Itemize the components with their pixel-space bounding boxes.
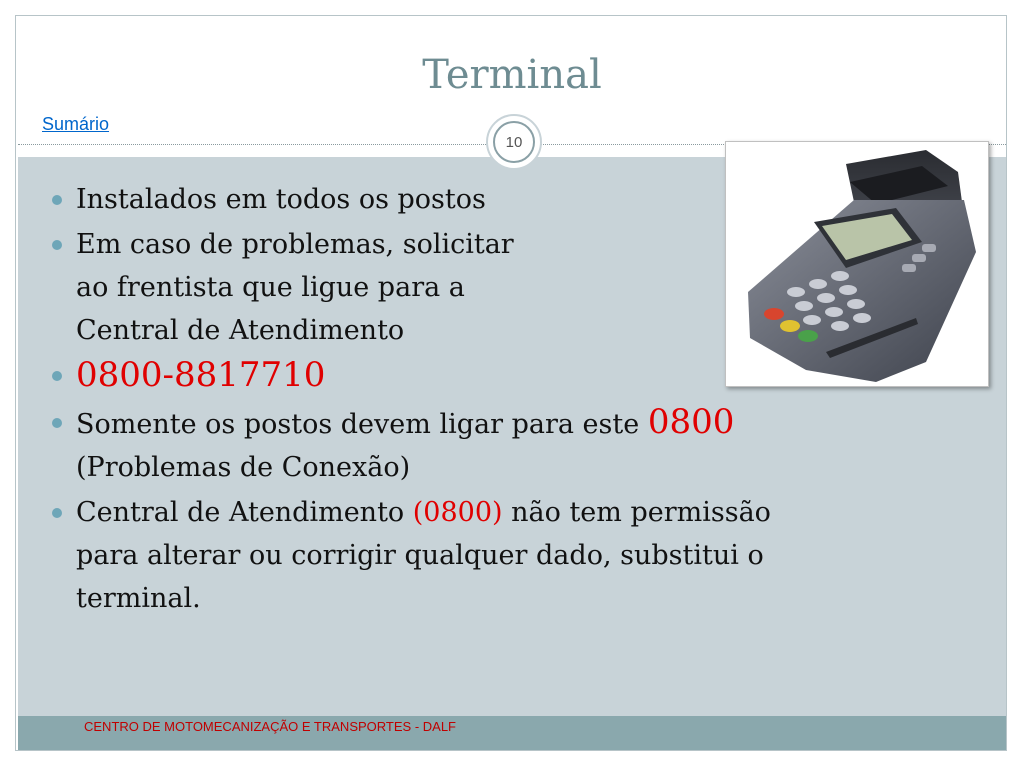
highlight-number: (0800) [412, 497, 503, 528]
bullet-text: Somente os postos devem ligar para este [76, 409, 648, 440]
bullet-text: Central de Atendimento [76, 315, 405, 346]
page-number-badge [486, 114, 542, 170]
bullet-text: não tem permissão [502, 497, 771, 528]
bullet-text: Em caso de problemas, solicitar [76, 229, 514, 260]
highlight-number: 0800 [647, 402, 735, 442]
bullet-item [48, 401, 948, 489]
footer-text: CENTRO DE MOTOMECANIZAÇÃO E TRANSPORTES - DALF [84, 719, 456, 734]
card-payment-terminal-icon [726, 142, 988, 386]
slide-title: Terminal [422, 52, 602, 98]
bullet-text: terminal. [76, 583, 201, 614]
bullet-text: ao frentista que ligue para a [76, 272, 465, 303]
phone-number: 0800-8817710 [76, 355, 326, 395]
sumario-link[interactable]: Sumário [42, 114, 110, 134]
bullet-text: (Problemas de Conexão) [76, 452, 411, 483]
page-number: 10 [493, 121, 535, 163]
bullet-text: para alterar ou corrigir qualquer dado, substitui o [76, 540, 764, 571]
bullet-item [48, 491, 948, 620]
terminal-photo [725, 141, 989, 387]
bullet-text: Instalados em todos os postos [76, 184, 486, 215]
bullet-text: Central de Atendimento [76, 497, 413, 528]
